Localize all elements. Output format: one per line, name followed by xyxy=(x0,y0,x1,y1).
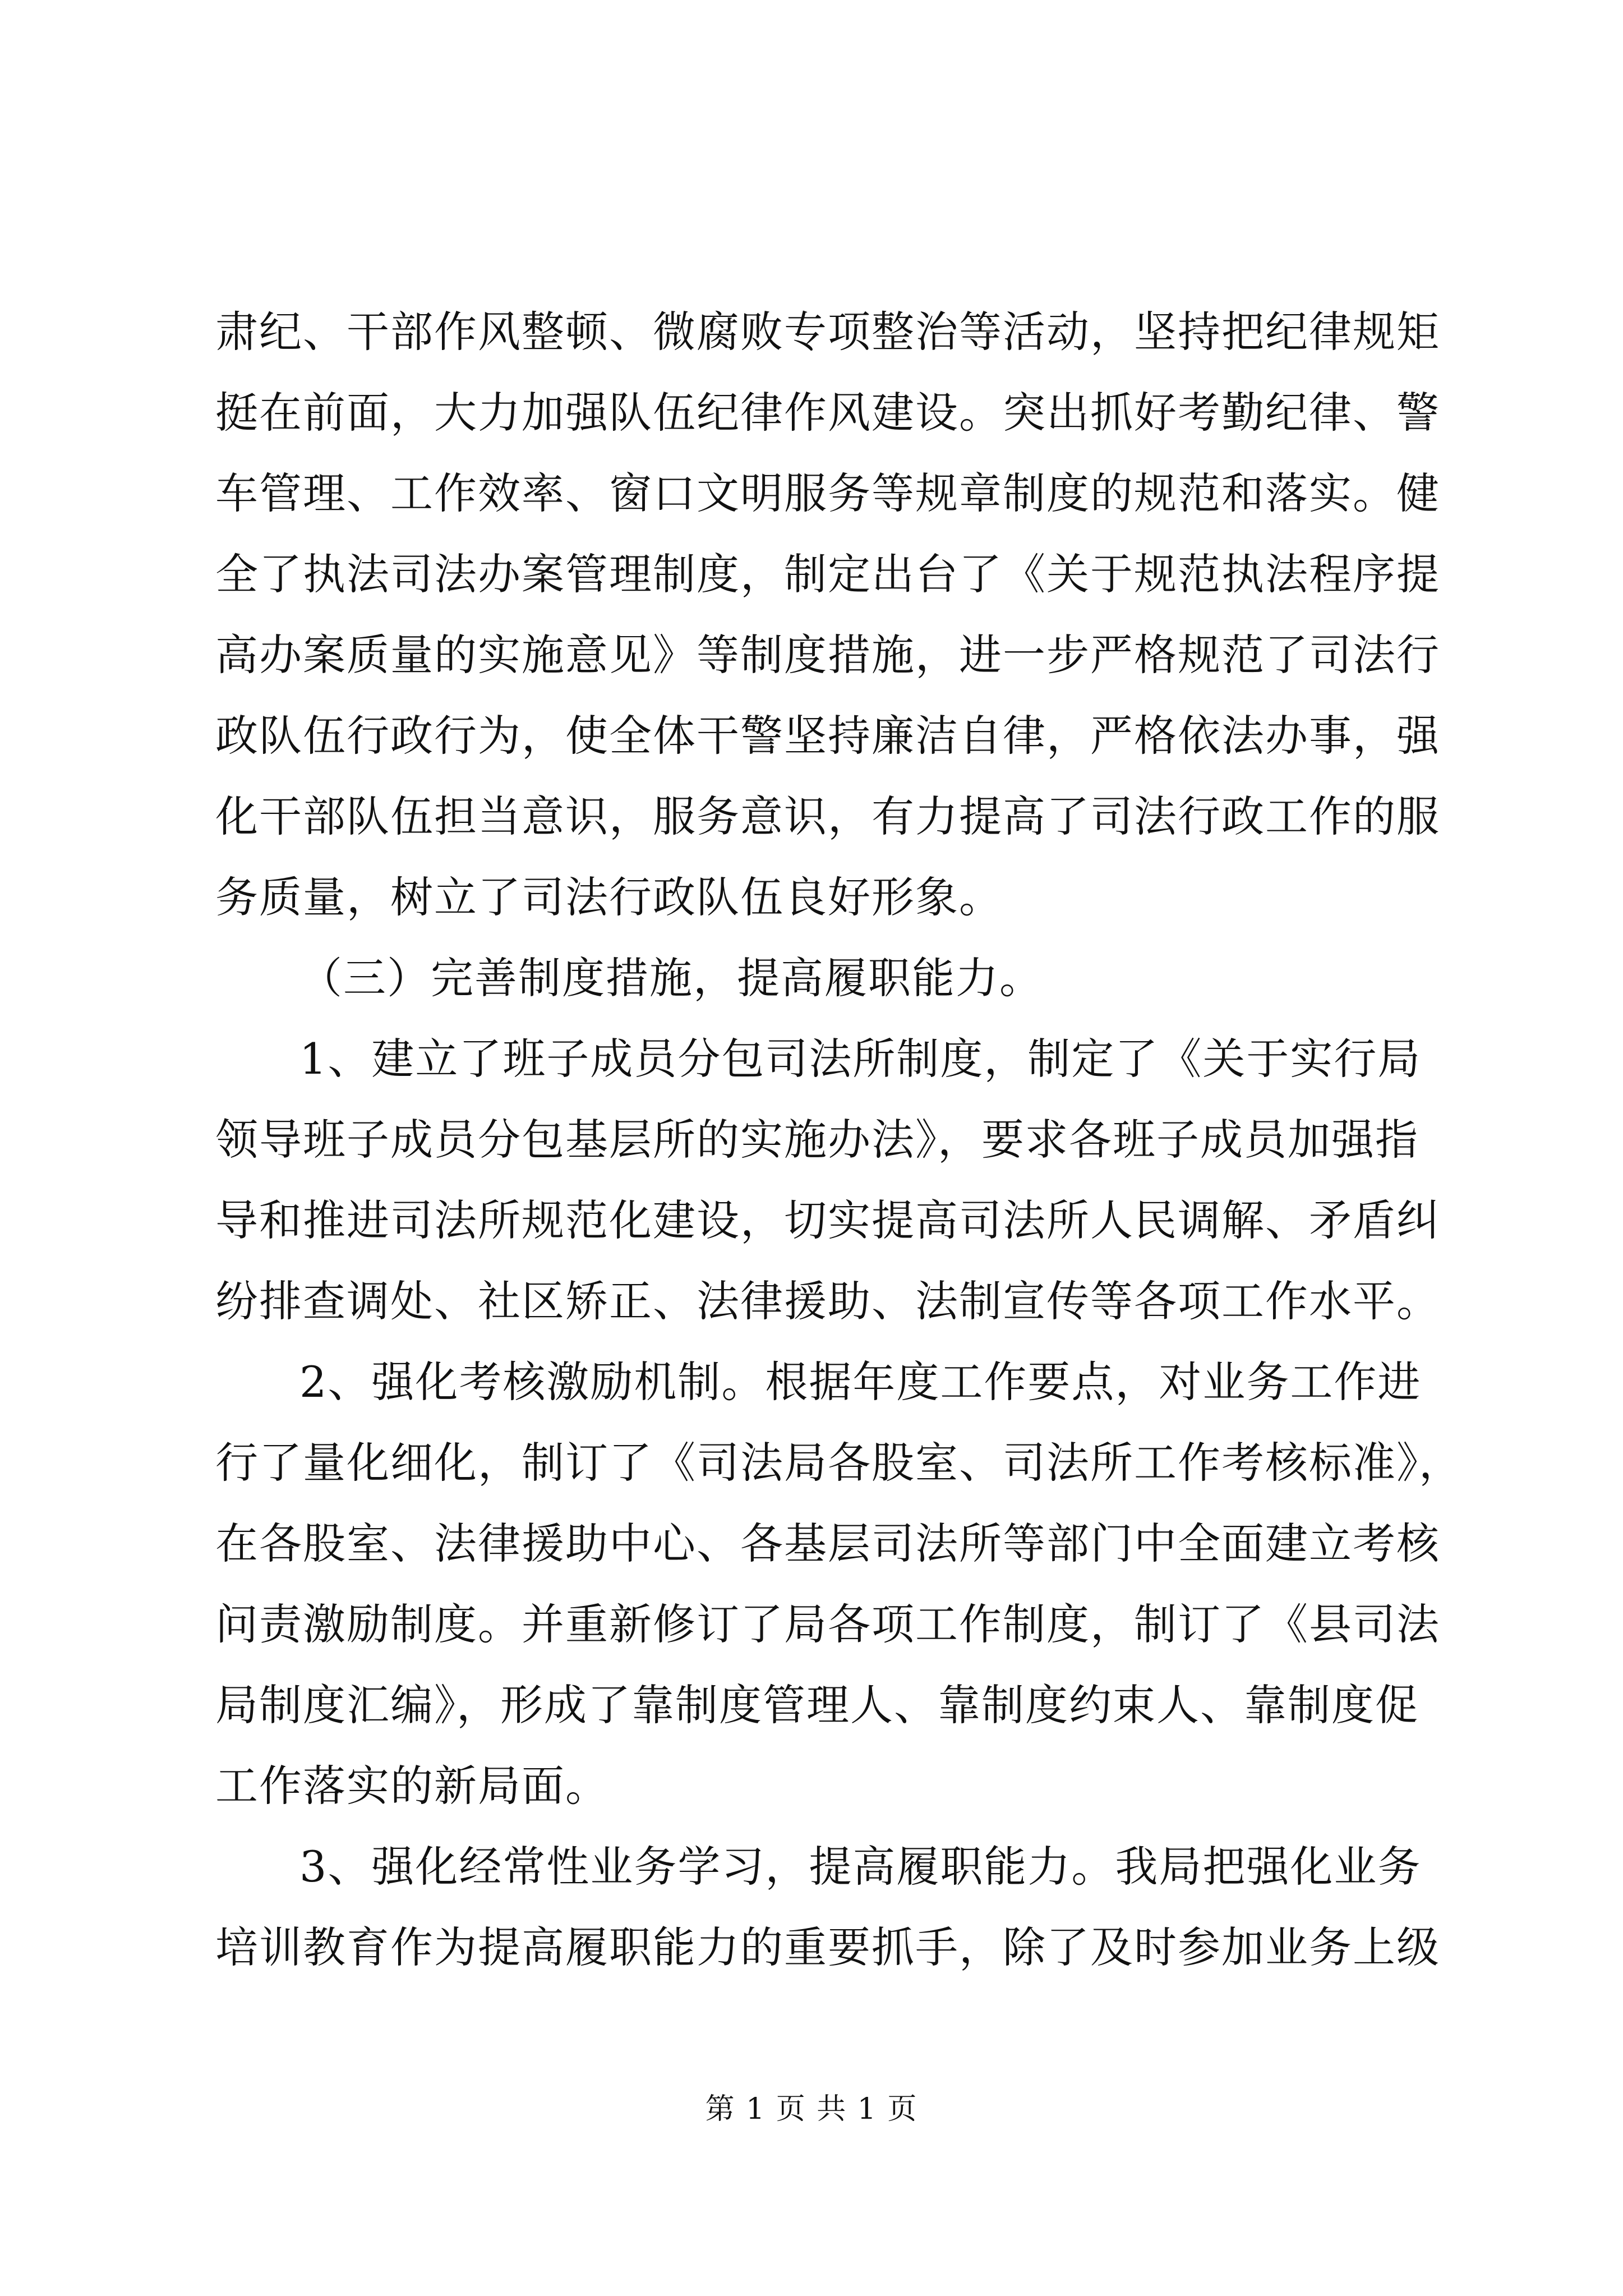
text-line: 肃纪、干部作风整顿、微腐败专项整治等活动，坚持把纪律规矩 xyxy=(215,307,1440,357)
text-line: 挺在前面，大力加强队伍纪律作风建设。突出抓好考勤纪律、警 xyxy=(215,388,1440,438)
text-line: 培训教育作为提高履职能力的重要抓手，除了及时参加业务上级 xyxy=(215,1922,1440,1972)
text-line: 纷排查调处、社区矫正、法律援助、法制宣传等各项工作水平。 xyxy=(215,1276,1440,1326)
text-line: 高办案质量的实施意见》等制度措施，进一步严格规范了司法行 xyxy=(215,630,1440,680)
section-heading: （三）完善制度措施，提高履职能力。 xyxy=(299,953,1043,1003)
text-line: 全了执法司法办案管理制度，制定出台了《关于规范执法程序提 xyxy=(215,549,1440,599)
page-footer: 第 1 页 共 1 页 xyxy=(705,2092,918,2126)
text-line: 在各股室、法律援助中心、各基层司法所等部门中全面建立考核 xyxy=(215,1519,1440,1568)
text-line: 局制度汇编》，形成了靠制度管理人、靠制度约束人、靠制度促 xyxy=(215,1680,1419,1730)
text-line: 问责激励制度。并重新修订了局各项工作制度，制订了《县司法 xyxy=(215,1599,1440,1649)
text-line: 领导班子成员分包基层所的实施办法》，要求各班子成员加强指 xyxy=(215,1115,1419,1165)
text-line: 1、建立了班子成员分包司法所制度，制定了《关于实行局 xyxy=(299,1034,1422,1084)
text-line: 2、强化考核激励机制。根据年度工作要点，对业务工作进 xyxy=(299,1357,1422,1407)
document-body xyxy=(215,292,1463,1988)
text-line: 导和推进司法所规范化建设，切实提高司法所人民调解、矛盾纠 xyxy=(215,1195,1440,1245)
text-line: 行了量化细化，制订了《司法局各股室、司法所工作考核标准》， xyxy=(215,1438,1463,1488)
text-line: 务质量，树立了司法行政队伍良好形象。 xyxy=(215,872,1003,922)
text-line: 工作落实的新局面。 xyxy=(215,1761,609,1811)
text-line: 化干部队伍担当意识，服务意识，有力提高了司法行政工作的服 xyxy=(215,792,1440,841)
text-line: 3、强化经常性业务学习，提高履职能力。我局把强化业务 xyxy=(299,1842,1422,1892)
text-line: 政队伍行政行为，使全体干警坚持廉洁自律，严格依法办事，强 xyxy=(215,711,1440,761)
text-line: 车管理、工作效率、窗口文明服务等规章制度的规范和落实。健 xyxy=(215,468,1440,518)
